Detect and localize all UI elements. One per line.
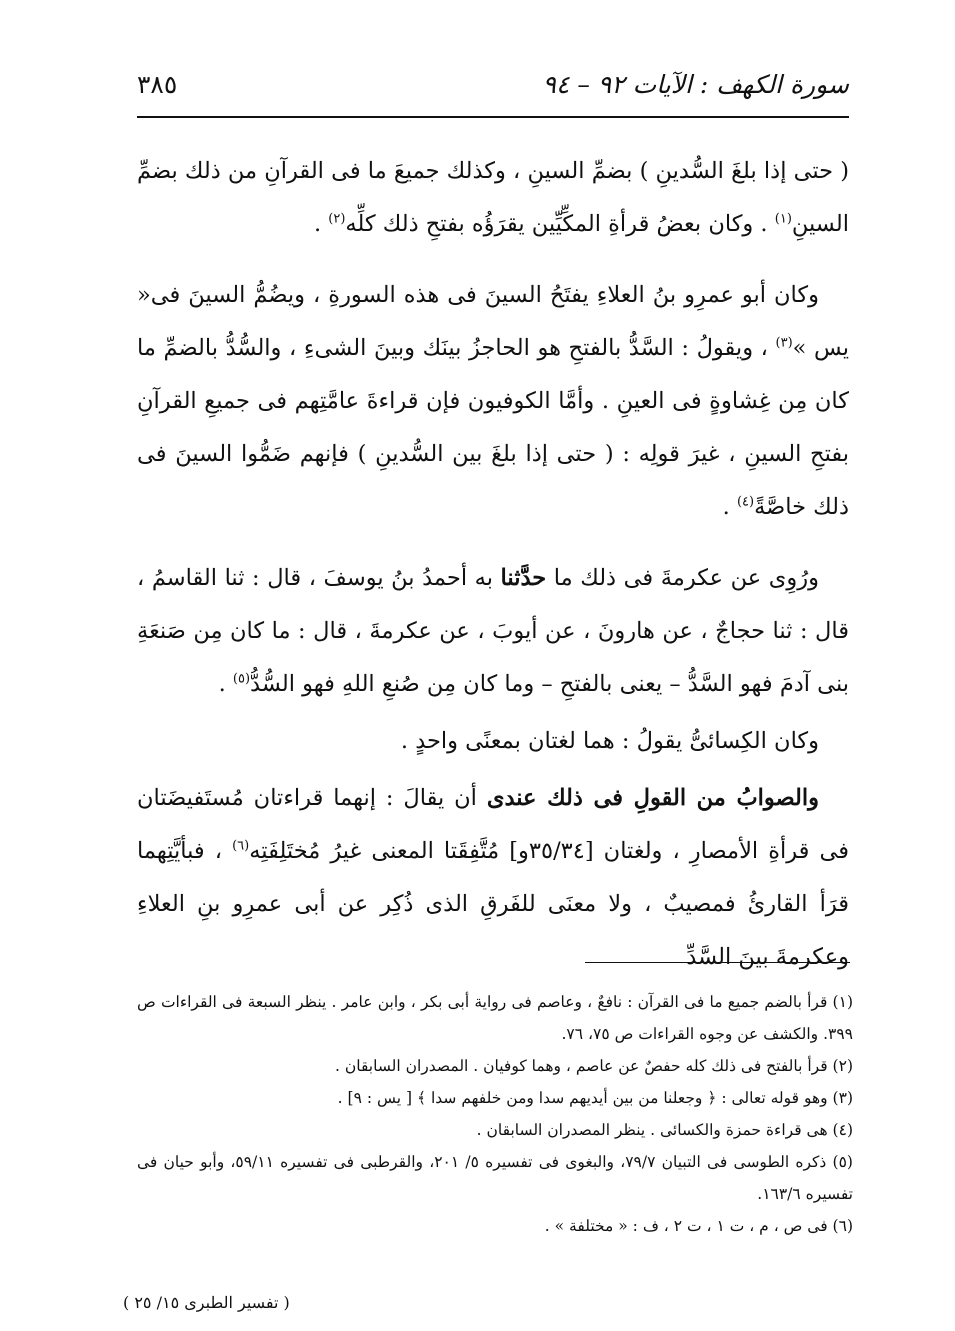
footnote-ref[interactable]: (٣) <box>775 335 793 351</box>
footnote-6: (٦) فى ص ، م ، ت ١ ، ت ٢ ، ف : « مختلفة » . <box>544 1217 853 1235</box>
footnote-ref[interactable]: (٤) <box>736 494 755 510</box>
footnote-1: (١) قرأ بالضم جميع ما فى القرآن : نافعٌ ، وعاصم فى رواية أبى بكر ، وابن عامر . ينظر السبعة فى القراءات ص ٣٩٩. والكشف عن وجوه القراءات ص ٧٥، ٧٦. <box>137 993 853 1043</box>
header-rule <box>137 116 849 118</box>
paragraph-2: وكان أبو عمرِو بنُ العلاءِ يفتَحُ السينَ فى هذه السورةِ ، ويضُمُّ السينَ فى« يس »$^{(٣)}$ ، ويقولُ : السَّدُّ بالفتحِ هو الحاجزُ بينَك وبينَ الشىءِ ، والسُّدُّ بالضمِّ ما كان مِن غِشاوةٍ فى العينِ . وأمَّا الكوفيون فإن قراءةَ عامَّتِهم فى جميعِ القرآنِ بفتحِ السينِ ، غيرَ قولِه : ( حتى إذا بلغَ بين السُّدينِ ) فإنهم ضَمُّوا السينَ فى ذلك خاصَّةً$^{(٤)}$ . <box>137 282 849 520</box>
header-title: سورة الكهف : الآيات ٩٢ – ٩٤ <box>542 70 849 99</box>
footnote-5: (٥) ذكره الطوسى فى التبيان ٧٩/٧، والبغوى فى تفسيره ٥/ ٢٠١، والقرطبى فى تفسيره ٥٩/١١، وأبو حيان فى تفسيره ١٦٣/٦. <box>137 1153 853 1203</box>
manuscript-marker: [٣٥/٣٤و] <box>509 838 594 864</box>
footnote-ref[interactable]: (٦) <box>232 838 250 854</box>
paragraph-1: ( حتى إذا بلغَ السُّدينِ ) بضمِّ السينِ ، وكذلك جميعَ ما فى القرآنِ من ذلك بضمِّ السينِ$^{(١)}$ . وكان بعضُ قرأةِ المكِّيِّين يقرَؤُه بفتحِ ذلك كلِّه$^{(٢)}$ . <box>137 158 849 237</box>
running-header <box>137 66 849 110</box>
main-text <box>137 145 849 984</box>
footnote-4: (٤) هى قراءة حمزة والكسائى . ينظر المصدران السابقان . <box>476 1121 853 1139</box>
footnote-3: (٣) وهو قوله تعالى : ﴿ وجعلنا من بين أيديهم سدا ومن خلفهم سدا ﴾ [ يس : ٩] . <box>337 1089 853 1107</box>
footnote-ref[interactable]: (٥) <box>232 671 251 687</box>
footnote-2: (٢) قرأ بالفتح فى ذلك كله حفصٌ عن عاصم ، وهما كوفيان . المصدران السابقان . <box>335 1057 853 1075</box>
paragraph-gap <box>137 534 849 552</box>
page-number: ٣٨٥ <box>137 70 178 99</box>
paragraph-5: والصوابُ من القولِ فى ذلك عندى أن يقالَ : إنهما قراءتان مُستَفيضَتان فى قرأةِ الأمصارِ ، ولغتان [٣٥/٣٤و] مُتَّفِقَتا المعنى غيرُ مُختَلِفَتِه$^{(٦)}$ ، فبأيَّتِهما قرَأ القارئُ فمصيبٌ ، ولا معنَى للفَرقِ الذى ذُكِر عن أبى عمرِو بنِ العلاءِ وعكرمةَ بينَ السَّدِّ <box>137 785 850 970</box>
paragraph-4: وكان الكِسائىُّ يقولُ : هما لغتان بمعنًى واحدٍ . <box>400 728 819 754</box>
hadith-chain-marker: حدَّثنا <box>500 565 547 591</box>
footnote-ref[interactable]: (٢) <box>328 211 346 227</box>
verdict-phrase: والصوابُ من القولِ فى ذلك عندى <box>486 785 819 811</box>
paragraph-3: ورُوِى عن عكرمةَ فى ذلك ما حدَّثنا به أحمدُ بنُ يوسفَ ، قال : ثنا القاسمُ ، قال : ثنا حجاجٌ ، عن هارونَ ، عن أيوبَ ، عن عكرمةَ ، قال : ما كان مِن صَنعَةِ بنى آدمَ فهو السَّدُّ – يعنى بالفتحِ – وما كان مِن صُنعِ اللهِ فهو السُّدُّ$^{(٥)}$ . <box>137 565 849 697</box>
page-footer: ( تفسير الطبرى ١٥/ ٢٥ ) <box>123 1293 290 1312</box>
footnote-ref[interactable]: (١) <box>774 211 792 227</box>
footnotes <box>137 986 853 1242</box>
footnote-rule <box>585 962 850 963</box>
paragraph-gap <box>137 251 849 269</box>
